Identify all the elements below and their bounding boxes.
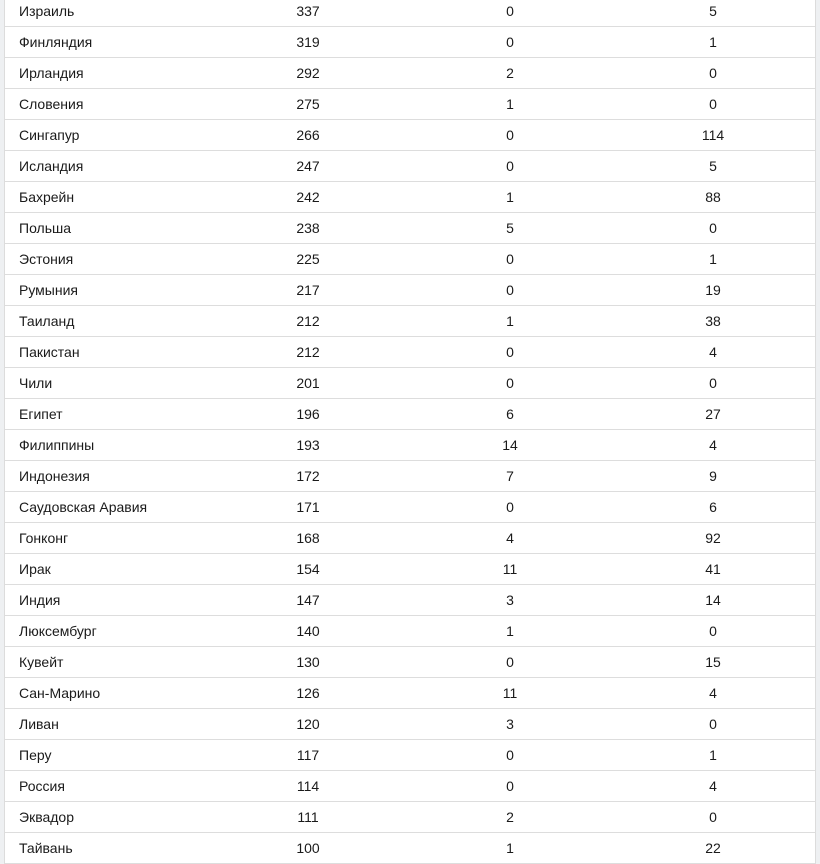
deaths-cell: 0 [506, 127, 514, 143]
deaths-cell: 0 [506, 747, 514, 763]
recovered-cell: 41 [705, 561, 721, 577]
cases-cell: 337 [296, 3, 320, 19]
recovered-cell: 1 [709, 34, 717, 50]
table-row [5, 709, 815, 740]
recovered-cell: 0 [709, 809, 717, 825]
deaths-cell: 1 [506, 313, 514, 329]
table-row [5, 523, 815, 554]
country-cell: Эстония [19, 251, 74, 267]
country-cell: Израиль [19, 3, 75, 19]
recovered-cell: 0 [709, 716, 717, 732]
table-row [5, 616, 815, 647]
cases-cell: 201 [296, 375, 320, 391]
cases-cell: 111 [297, 809, 319, 825]
recovered-cell: 0 [709, 623, 717, 639]
deaths-cell: 11 [502, 685, 518, 701]
recovered-cell: 9 [709, 468, 717, 484]
cases-cell: 266 [296, 127, 320, 143]
country-cell: Индия [19, 592, 61, 608]
cases-cell: 171 [296, 499, 320, 515]
country-cell: Гонконг [19, 530, 69, 546]
deaths-cell: 1 [506, 840, 514, 856]
deaths-cell: 11 [502, 561, 518, 577]
deaths-cell: 5 [506, 220, 514, 236]
cases-cell: 168 [296, 530, 320, 546]
country-cell: Финляндия [19, 34, 93, 50]
country-cell: Таиланд [19, 313, 75, 329]
cases-cell: 140 [296, 623, 320, 639]
deaths-cell: 3 [506, 716, 514, 732]
country-cell: Эквадор [19, 809, 74, 825]
recovered-cell: 15 [705, 654, 721, 670]
recovered-cell: 19 [705, 282, 721, 298]
table-row [5, 833, 815, 864]
deaths-cell: 0 [506, 499, 514, 515]
deaths-cell: 6 [506, 406, 514, 422]
table-row [5, 740, 815, 771]
country-cell: Бахрейн [19, 189, 75, 205]
cases-cell: 238 [296, 220, 320, 236]
deaths-cell: 1 [506, 623, 514, 639]
cases-cell: 172 [296, 468, 320, 484]
deaths-cell: 0 [506, 375, 514, 391]
country-cell: Филиппины [19, 437, 95, 453]
table-row [5, 58, 815, 89]
cases-cell: 319 [296, 34, 320, 50]
deaths-cell: 0 [506, 654, 514, 670]
table-row [5, 213, 815, 244]
table-row [5, 27, 815, 58]
recovered-cell: 4 [709, 685, 717, 701]
country-stats-table [4, 0, 816, 864]
cases-cell: 117 [296, 747, 320, 763]
deaths-cell: 0 [506, 282, 514, 298]
deaths-cell: 7 [506, 468, 514, 484]
country-cell: Кувейт [19, 654, 64, 670]
cases-cell: 154 [296, 561, 320, 577]
deaths-cell: 0 [506, 778, 514, 794]
country-cell: Ирландия [19, 65, 84, 81]
table-row [5, 275, 815, 306]
deaths-cell: 4 [506, 530, 514, 546]
country-cell: Сан-Марино [19, 685, 101, 701]
table-row [5, 430, 815, 461]
deaths-cell: 0 [506, 251, 514, 267]
recovered-cell: 14 [705, 592, 721, 608]
cases-cell: 193 [296, 437, 320, 453]
recovered-cell: 27 [705, 406, 721, 422]
table-row [5, 0, 815, 27]
table-row [5, 554, 815, 585]
recovered-cell: 0 [709, 96, 717, 112]
cases-cell: 225 [296, 251, 320, 267]
recovered-cell: 92 [705, 530, 721, 546]
table-row [5, 89, 815, 120]
table-row [5, 182, 815, 213]
table-row [5, 771, 815, 802]
country-cell: Ирак [19, 561, 51, 577]
cases-cell: 247 [296, 158, 320, 174]
country-cell: Египет [19, 406, 63, 422]
table-row [5, 802, 815, 833]
cases-cell: 242 [296, 189, 320, 205]
table-row [5, 461, 815, 492]
table-row [5, 120, 815, 151]
table-row [5, 678, 815, 709]
recovered-cell: 4 [709, 778, 717, 794]
recovered-cell: 0 [709, 220, 717, 236]
country-cell: Сингапур [19, 127, 80, 143]
table-body [5, 0, 815, 864]
cases-cell: 130 [296, 654, 320, 670]
country-cell: Перу [19, 747, 52, 763]
country-cell: Польша [19, 220, 72, 236]
deaths-cell: 0 [506, 34, 514, 50]
country-cell: Исландия [19, 158, 84, 174]
cases-cell: 114 [296, 778, 320, 794]
country-cell: Саудовская Аравия [19, 499, 148, 515]
country-cell: Ливан [19, 716, 59, 732]
table-row [5, 337, 815, 368]
recovered-cell: 4 [709, 344, 717, 360]
cases-cell: 120 [296, 716, 320, 732]
recovered-cell: 5 [709, 158, 717, 174]
deaths-cell: 1 [506, 96, 514, 112]
recovered-cell: 4 [709, 437, 717, 453]
deaths-cell: 0 [506, 158, 514, 174]
cases-cell: 147 [296, 592, 320, 608]
recovered-cell: 88 [705, 189, 721, 205]
recovered-cell: 6 [709, 499, 717, 515]
recovered-cell: 22 [705, 840, 721, 856]
deaths-cell: 14 [502, 437, 518, 453]
cases-cell: 217 [296, 282, 320, 298]
deaths-cell: 2 [506, 65, 514, 81]
recovered-cell: 1 [709, 747, 717, 763]
cases-cell: 292 [296, 65, 320, 81]
cases-cell: 100 [296, 840, 320, 856]
country-cell: Пакистан [19, 344, 80, 360]
deaths-cell: 0 [506, 344, 514, 360]
country-cell: Румыния [19, 282, 79, 298]
cases-cell: 126 [296, 685, 320, 701]
country-cell: Россия [19, 778, 65, 794]
recovered-cell: 114 [701, 127, 725, 143]
recovered-cell: 5 [709, 3, 717, 19]
table-row [5, 368, 815, 399]
deaths-cell: 1 [506, 189, 514, 205]
country-cell: Словения [19, 96, 84, 112]
cases-cell: 196 [296, 406, 320, 422]
table-row [5, 585, 815, 616]
country-cell: Люксембург [19, 623, 97, 639]
table-row [5, 151, 815, 182]
recovered-cell: 0 [709, 65, 717, 81]
deaths-cell: 3 [506, 592, 514, 608]
deaths-cell: 2 [506, 809, 514, 825]
country-cell: Чили [19, 375, 53, 391]
deaths-cell: 0 [506, 3, 514, 19]
cases-cell: 275 [296, 96, 320, 112]
recovered-cell: 0 [709, 375, 717, 391]
table-row [5, 306, 815, 337]
table-row [5, 399, 815, 430]
country-cell: Тайвань [19, 840, 73, 856]
cases-cell: 212 [296, 344, 320, 360]
table-row [5, 244, 815, 275]
cases-cell: 212 [296, 313, 320, 329]
table-row [5, 647, 815, 678]
country-cell: Индонезия [19, 468, 90, 484]
table-row [5, 492, 815, 523]
recovered-cell: 1 [709, 251, 717, 267]
recovered-cell: 38 [705, 313, 721, 329]
